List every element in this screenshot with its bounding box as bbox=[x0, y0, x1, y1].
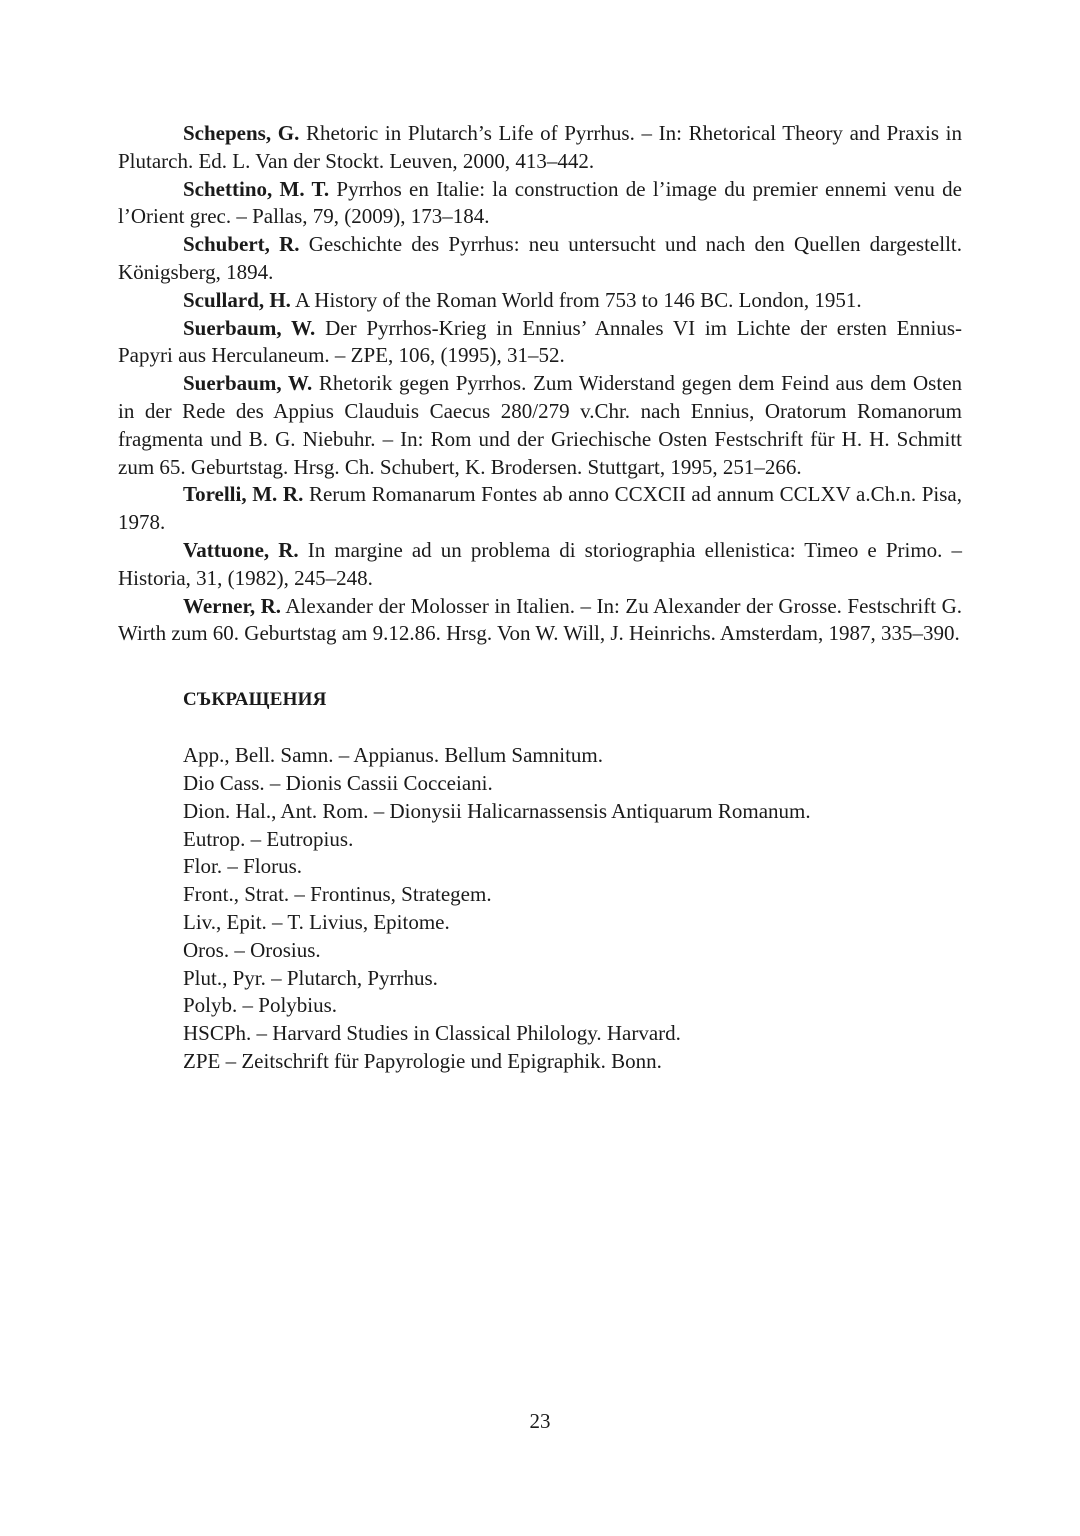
abbreviation-item: ZPE – Zeitschrift für Papyrologie und Epigraphik. Bonn. bbox=[183, 1048, 662, 1073]
entry-author: Torelli, M. R. bbox=[183, 482, 304, 507]
abbreviations-list bbox=[183, 742, 962, 1076]
bibliography-entry bbox=[118, 481, 962, 537]
abbreviation-item: HSCPh. – Harvard Studies in Classical Philology. Harvard. bbox=[183, 1021, 681, 1046]
entry-text: Pyrrhos en Italie: la construction de l’image du premier ennemi venu de l’Orient grec. – Pallas, 79, (2009), 173–184. bbox=[118, 176, 963, 229]
entry-text: Rhetoric in Plutarch’s Life of Pyrrhus. – In: Rhetorical Theory and Praxis in Plutarch. Ed. L. Van der Stockt. Leuven, 2000, 413–442. bbox=[118, 121, 963, 173]
entry-text: Alexander der Molosser in Italien. – In: Zu Alexander der Grosse. Festschrift G. Wirth zum 60. Geburtstag am 9.12.86. Hrsg. Von W. Will, J. Heinrichs. Amsterdam, 1987, 335–390. bbox=[118, 593, 962, 646]
abbreviation-item: Dion. Hal., Ant. Rom. – Dionysii Halicarnassensis Antiquarum Romanum. bbox=[183, 798, 811, 823]
bibliography-entry bbox=[118, 287, 962, 315]
entry-text: Rerum Romanarum Fontes ab anno CCXCII ad annum CCLXV a.Ch.n. Pisa, 1978. bbox=[118, 482, 963, 535]
bibliography-entry bbox=[118, 593, 962, 649]
bibliography-entry bbox=[118, 231, 962, 287]
abbreviation-item: Front., Strat. – Frontinus, Strategem. bbox=[183, 882, 492, 907]
page-content bbox=[118, 120, 962, 1076]
bibliography-entry bbox=[118, 120, 962, 176]
entry-author: Werner, R. bbox=[183, 593, 282, 618]
entry-author: Suerbaum, W. bbox=[183, 371, 313, 396]
abbreviation-item: Plut., Pyr. – Plutarch, Pyrrhus. bbox=[183, 965, 438, 990]
bibliography-entry bbox=[118, 176, 962, 232]
abbreviation-item: Dio Cass. – Dionis Cassii Cocceiani. bbox=[183, 770, 493, 795]
bibliography-entry bbox=[118, 315, 962, 371]
page-number: 23 bbox=[529, 1409, 551, 1433]
entry-author: Schepens, G. bbox=[183, 121, 300, 145]
entry-text: Rhetorik gegen Pyrrhos. Zum Widerstand gegen dem Feind aus dem Osten in der Rede des Appius Clauduis Caecus 280/279 v.Chr. nach Ennius, Oratorum Romanorum fragmenta und B. G. Niebuhr. – In: Rom und der Griechische Osten Festschrift für H. H. Schmitt zum 65. Geburtstag. Hrsg. Ch. Schubert, K. Brodersen. Stuttgart, 1995, 251–266. bbox=[118, 371, 963, 479]
entry-text: A History of the Roman World from 753 to 146 BC. London, 1951. bbox=[290, 287, 862, 312]
abbreviation-item: Oros. – Orosius. bbox=[183, 937, 321, 962]
abbreviation-item: Flor. – Florus. bbox=[183, 854, 303, 879]
entry-author: Vattuone, R. bbox=[183, 537, 299, 562]
entry-author: Scullard, H. bbox=[183, 287, 291, 312]
abbreviation-item: Liv., Epit. – T. Livius, Epitome. bbox=[183, 909, 450, 934]
entry-text: In margine ad un problema di storiographia ellenistica: Timeo e Primo. – Historia, 31, (1982), 245–248. bbox=[118, 537, 962, 590]
bibliography-entry bbox=[118, 370, 962, 481]
abbreviations-heading: СЪКРАЩЕНИЯ bbox=[183, 689, 327, 711]
bibliography-list bbox=[118, 120, 962, 648]
abbreviation-item: App., Bell. Samn. – Appianus. Bellum Samnitum. bbox=[183, 743, 603, 768]
bibliography-entry bbox=[118, 537, 962, 593]
entry-author: Suerbaum, W. bbox=[183, 315, 316, 340]
entry-text: Der Pyrrhos-Krieg in Ennius’ Annales VI im Lichte der ersten Ennius-Papyri aus Herculaneum. – ZPE, 106, (1995), 31–52. bbox=[118, 315, 962, 368]
entry-text: Geschichte des Pyrrhus: neu untersucht und nach den Quellen dargestellt. Königsberg, 1894. bbox=[118, 232, 962, 284]
abbreviation-item: Polyb. – Polybius. bbox=[183, 993, 338, 1018]
entry-author: Schettino, M. T. bbox=[183, 176, 330, 201]
entry-author: Schubert, R. bbox=[183, 232, 300, 257]
abbreviation-item: Eutrop. – Eutropius. bbox=[183, 826, 354, 851]
